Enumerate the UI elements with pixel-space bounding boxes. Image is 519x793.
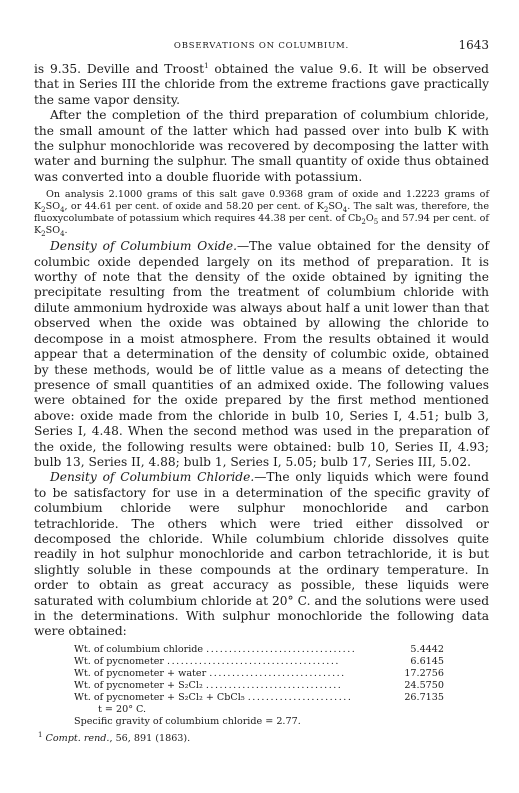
paragraph-chloride-density: Density of Columbium Chloride.—The only liquids which were found to be satisfactory for use in a determination of the specific gravity of columbium chloride were sulphur monochloride and carbon tetrachloride. The others which were tried either dissolved or decomposed the chloride. While columbium chloride dissolves quite readily in hot sulphur monochloride and carbon tetrachloride, it is but slightly soluble in these compounds at the ordinary temperature. In order to obtain as great accuracy as possible, these liquids were saturated with columbium chloride at 20° C. and the solutions were used in the determinations. With sulphur monochloride the following data were obtained: [34, 470, 489, 639]
temperature-line: t = 20° C. [98, 703, 147, 715]
paragraph-1: is 9.35. Deville and Troost$^1$ obtained the value 9.6. It will be observed that in Series III the chloride from the extreme fractions gave practically the same vapor density. [34, 61, 489, 107]
running-title: OBSERVATIONS ON COLUMBIUM. [173, 41, 350, 51]
table-row: Wt. of pycnometer + water .............................. 17.2756 [74, 667, 444, 679]
section-heading-chloride: Density of Columbium Chloride. [50, 470, 255, 485]
page-number: 1643 [458, 38, 489, 52]
page [34, 38, 489, 746]
footnote-ref: 1 [204, 61, 209, 70]
table-row: Wt. of pycnometer ...................................... 6.6145 [74, 655, 444, 667]
table-row: Wt. of columbium chloride ................................. 5.4442 [74, 643, 444, 655]
paragraph-oxide-density: Density of Columbium Oxide.—The value obtained for the density of columbic oxide depended largely on its method of preparation. It is worthy of note that the density of the oxide obtained by igniting the precipitate resulting from the treatment of columbium chloride with dilute ammonium hydroxide was always about half a unit lower than that observed when the oxide was obtained by allowing the chloride to decompose in a moist atmosphere. From the results obtained it would appear that a determination of the density of columbic oxide, obtained by these methods, would be of little value as a means of detecting the presence of small quantities of an admixed oxide. The following values were obtained for the oxide prepared by the first method mentioned above: oxide made from the chloride in bulb 10, Series I, 4.51; bulb 3, Series I, 4.48. When the second method was used in the preparation of the oxide, the following results were obtained: bulb 10, Series II, 4.93; bulb 13, Series II, 4.88; bulb 1, Series I, 5.05; bulb 17, Series III, 5.02. [34, 239, 489, 469]
footnote: $^1$ Compt. rend., 56, 891 (1863). [38, 730, 191, 744]
specific-gravity-line: Specific gravity of columbium chloride = 2.77. [74, 715, 301, 727]
running-header [34, 38, 489, 54]
paragraph-2: After the completion of the third preparation of columbium chloride, the small amount of the latter which had passed over into bulb K with the sulphur monochloride was recovered by decomposing the latter with water and burning the sulphur. The small quantity of oxide thus obtained was converted into a double fluoride with potassium. [34, 108, 489, 184]
section-heading-oxide: Density of Columbium Oxide. [50, 239, 237, 254]
table-row: Wt. of pycnometer + S₂Cl₂ + CbCl₅ ....................... 26.7135 [74, 691, 444, 703]
table-row: Wt. of pycnometer + S₂Cl₂ .............................. 24.5750 [74, 679, 444, 691]
analysis-note: On analysis 2.1000 grams of this salt gave 0.9368 gram of oxide and 1.2223 grams of $K_2SO_4$, or 44.61 per cent. of oxide and 58.20 per cent. of $K_2SO_4$. The salt was, therefore, the fluoxycolumbate of potassium which requires 44.38 per cent. of $Cb_2O_5$ and 57.94 per cent. of $K_2SO_4$. [34, 189, 490, 239]
pycnometer-data-table [74, 644, 444, 704]
